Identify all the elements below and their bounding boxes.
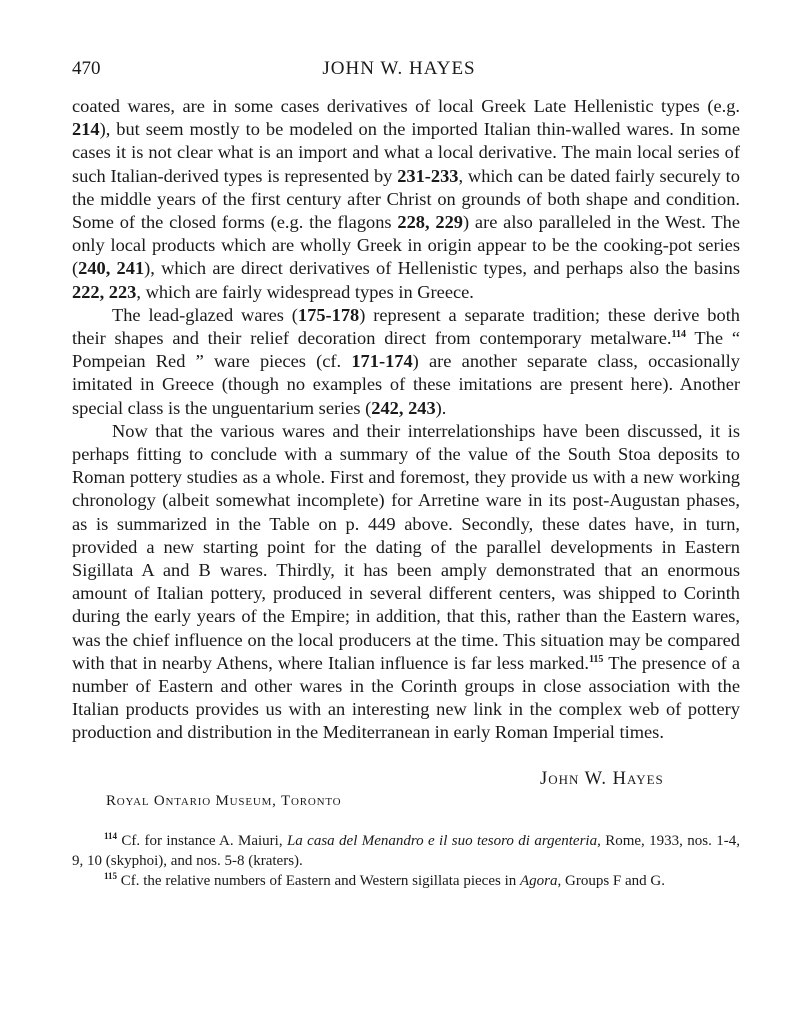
footnotes — [72, 831, 740, 891]
p2-text-5: ). — [435, 397, 447, 418]
page-header — [0, 58, 798, 88]
body-text — [72, 95, 740, 745]
footnote-number-114: 114 — [104, 831, 118, 841]
footnote-number-115: 115 — [104, 871, 118, 881]
p1-ref-1: 214 — [72, 119, 100, 140]
p1-text-3: , which can be dated fairly securely to the middle years of the first century after Christ on grounds of both shape and condition. Some of the closed forms (e.g. the flagons — [72, 165, 740, 233]
author-affiliation: Royal Ontario Museum, Toronto — [106, 793, 342, 809]
footnote-115 — [72, 871, 740, 891]
p2-ref-1: 175-178 — [297, 304, 360, 325]
p1-ref-3: 228, 229 — [397, 212, 463, 233]
p2-text-3: The “ Pompeian Red ” ware pieces (cf. — [72, 328, 740, 372]
footnote-ref-115[interactable]: 115 — [588, 653, 604, 665]
p1-text-1: coated wares, are in some cases derivatives of local Greek Late Hellenistic types (e.g. — [72, 96, 740, 116]
p3-text-2: The presence of a number of Eastern and other wares in the Corinth groups in close association with the Italian products provides us with an interesting new link in the complex web of pottery production and distribution in the Mediterranean in early Roman Imperial times. — [72, 652, 740, 743]
paragraph-2 — [72, 304, 740, 420]
p2-text-2: ) represent a separate tradition; these derive both their shapes and their relief decoration direct from contemporary metalware. — [72, 304, 740, 349]
p2-text-4: ) are another separate class, occasionally imitated in Greece (though no examples of these imitations are present here). Another special class is the unguentarium series ( — [72, 351, 740, 418]
paragraph-1 — [72, 95, 740, 304]
p1-text-5: ), which are direct derivatives of Hellenistic types, and perhaps also the basins — [144, 258, 740, 279]
p3-text-1: Now that the various wares and their interrelationships have been discussed, it is perhaps fitting to conclude with a summary of the value of the South Stoa deposits to Roman pottery studies as a whole. First and foremost, they provide us with a new working chronology (albeit somewhat incomplete) for Arretine ware in its post-Augustan phases, as is summarized in the Table on p. 449 above. Secondly, these dates have, in turn, provided a new starting point for the dating of the parallel developments in Eastern Sigillata A and B wares. Thirdly, it has been amply demonstrated that an enormous amount of Italian pottery, produced in several different centers, was shipped to Corinth during the early years of the Empire; in addition, that this, rather than the Eastern wares, was the chief influence on the local producers at the time. This situation may be compared with that in nearby Athens, where Italian influence is far less marked. — [72, 420, 740, 673]
fn114-text-2: , Rome, 1933, nos. 1-4, 9, 10 (skyphoi), and nos. 5-8 (kraters). — [72, 833, 740, 869]
p1-ref-5: 222, 223 — [72, 281, 137, 302]
p1-text-4: ) are also paralleled in the West. The only local products which are wholly Greek in origin appear to be the cooking-pot series ( — [72, 212, 740, 279]
p2-text-1: The lead-glazed wares ( — [112, 304, 298, 325]
p2-ref-2: 171-174 — [351, 351, 413, 372]
paragraph-3 — [72, 420, 740, 745]
running-head: JOHN W. HAYES — [322, 58, 476, 79]
author-signature: John W. Hayes — [540, 769, 664, 789]
fn115-title: Agora — [520, 873, 558, 889]
fn114-text-1: Cf. for instance A. Maiuri, — [117, 833, 287, 849]
fn114-title: La casa del Menandro e il suo tesoro di argenteria — [286, 833, 598, 849]
footnote-ref-114[interactable]: 114 — [671, 328, 686, 340]
fn115-text-1: Cf. the relative numbers of Eastern and Western sigillata pieces in — [117, 873, 520, 889]
p2-ref-3: 242, 243 — [371, 397, 436, 418]
page-number: 470 — [72, 58, 101, 79]
p1-text-2: ), but seem mostly to be modeled on the imported Italian thin-walled wares. In some cases it is not clear what is an import and what a local derivative. The main local series of such Italian-derived types is represented by — [72, 119, 740, 186]
fn115-text-2: , Groups F and G. — [557, 873, 665, 889]
p1-text-6: , which are fairly widespread types in Greece. — [136, 281, 474, 302]
p1-ref-2: 231-233 — [397, 165, 459, 186]
p1-ref-4: 240, 241 — [78, 258, 145, 279]
footnote-114 — [72, 831, 740, 871]
